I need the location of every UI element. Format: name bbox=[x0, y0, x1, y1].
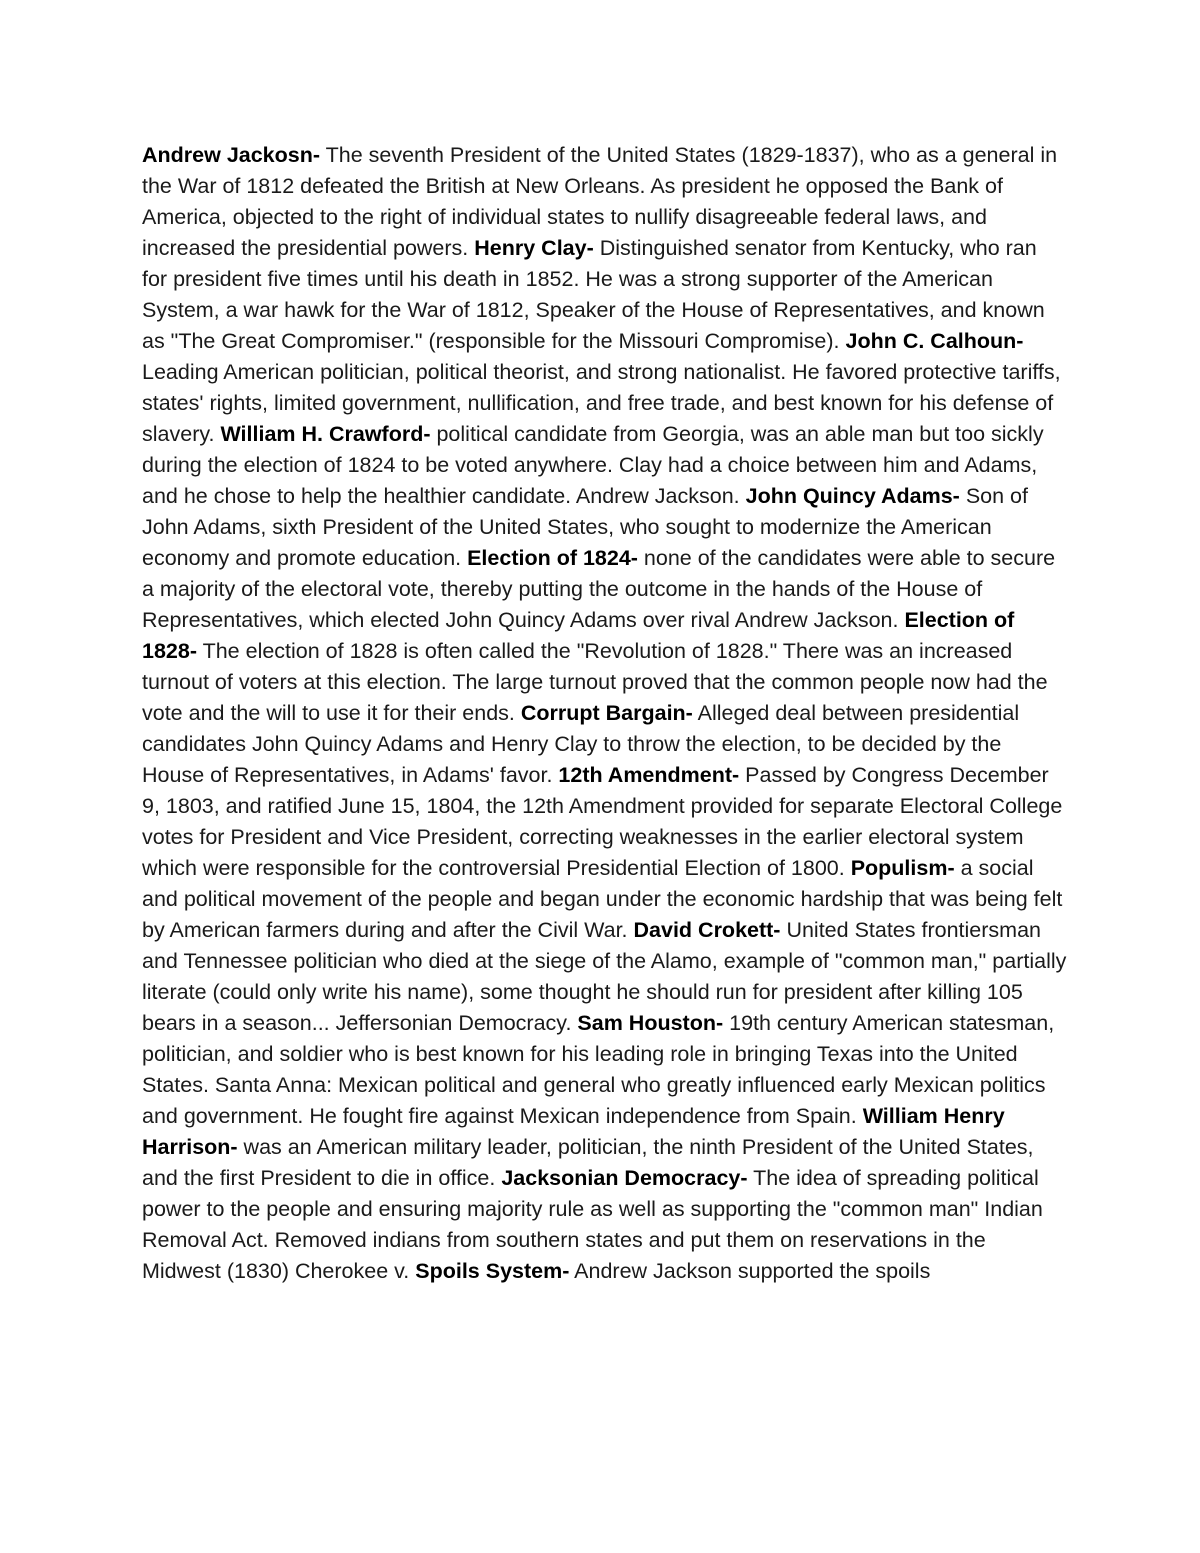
entry-term: John Quincy Adams- bbox=[745, 484, 960, 508]
entry-definition: political candidate from Georgia, was an able man but too sickly during the election of 1824 to be voted anywhere. Clay had a choice between him and Adams, and he chose to help the healthier candidate. Andrew Jackson. bbox=[142, 422, 1044, 508]
entry-definition: The election of 1828 is often called the "Revolution of 1828." There was an increased turnout of voters at this election. The large turnout proved that the common people now had the vote and the will to use it for their ends. bbox=[142, 639, 1048, 725]
entry-definition: Distinguished senator from Kentucky, who ran for president five times until his death in 1852. He was a strong supporter of the American System, a war hawk for the War of 1812, Speaker of the House of Representatives, and known as "The Great Compromiser." (responsible for the Missouri Compromise). bbox=[142, 236, 1045, 353]
document-body-paragraph bbox=[142, 140, 1067, 1287]
entry-definition: Passed by Congress December 9, 1803, and ratified June 15, 1804, the 12th Amendment provided for separate Electoral College votes for President and Vice President, correcting weaknesses in the earlier electoral system which were responsible for the controversial Presidential Election of 1800. bbox=[142, 763, 1063, 880]
entry-term: Populism- bbox=[850, 856, 955, 880]
entry-term: William H. Crawford- bbox=[220, 422, 431, 446]
entry-definition: Andrew Jackson supported the spoils bbox=[569, 1259, 931, 1283]
entry-definition: United States frontiersman and Tennessee politician who died at the siege of the Alamo, example of "common man," partially literate (could only write his name), some thought he should run for president after killing 105 bears in a season... Jeffersonian Democracy. bbox=[142, 918, 1067, 1035]
entry-definition: Leading American politician, political theorist, and strong nationalist. He favored protective tariffs, states' rights, limited government, nullification, and free trade, and best known for his defense of slavery. bbox=[142, 360, 1061, 446]
entry-term: Henry Clay- bbox=[474, 236, 594, 260]
entry-definition: Alleged deal between presidential candidates John Quincy Adams and Henry Clay to throw the election, to be decided by the House of Representatives, in Adams' favor. bbox=[142, 701, 1020, 787]
entry-term: 12th Amendment- bbox=[558, 763, 740, 787]
entry-definition: The idea of spreading political power to the people and ensuring majority rule as well as supporting the "common man" Indian Removal Act. Removed indians from southern states and put them on reservations in the Midwest (1830) Cherokee v. bbox=[142, 1166, 1043, 1283]
entry-term: Corrupt Bargain- bbox=[520, 701, 693, 725]
entry-term: Election of 1828- bbox=[142, 608, 1015, 663]
entry-term: Andrew Jackosn- bbox=[142, 143, 321, 167]
entry-definition: was an American military leader, politician, the ninth President of the United States, and the first President to die in office. bbox=[142, 1135, 1034, 1190]
entry-term: Jacksonian Democracy- bbox=[501, 1166, 748, 1190]
entry-term: Sam Houston- bbox=[577, 1011, 724, 1035]
entry-term: Spoils System- bbox=[415, 1259, 570, 1283]
entry-definition: 19th century American statesman, politician, and soldier who is best known for his leading role in bringing Texas into the United States. Santa Anna: Mexican political and general who greatly influenced early Mexican politics and government. He fought fire against Mexican independence from Spain. bbox=[142, 1011, 1055, 1128]
entry-definition: a social and political movement of the people and began under the economic hardship that was being felt by American farmers during and after the Civil War. bbox=[142, 856, 1063, 942]
entry-term: John C. Calhoun- bbox=[845, 329, 1024, 353]
entry-term: William Henry Harrison- bbox=[142, 1104, 1005, 1159]
entry-term: David Crokett- bbox=[633, 918, 781, 942]
entry-definition: Son of John Adams, sixth President of the United States, who sought to modernize the American economy and promote education. bbox=[142, 484, 1028, 570]
entry-definition: The seventh President of the United States (1829-1837), who as a general in the War of 1812 defeated the British at New Orleans. As president he opposed the Bank of America, objected to the right of individual states to nullify disagreeable federal laws, and increased the presidential powers. bbox=[142, 143, 1058, 260]
entry-term: Election of 1824- bbox=[467, 546, 638, 570]
entry-definition: none of the candidates were able to secure a majority of the electoral vote, thereby putting the outcome in the hands of the House of Representatives, which elected John Quincy Adams over rival Andrew Jackson. bbox=[142, 546, 1056, 632]
